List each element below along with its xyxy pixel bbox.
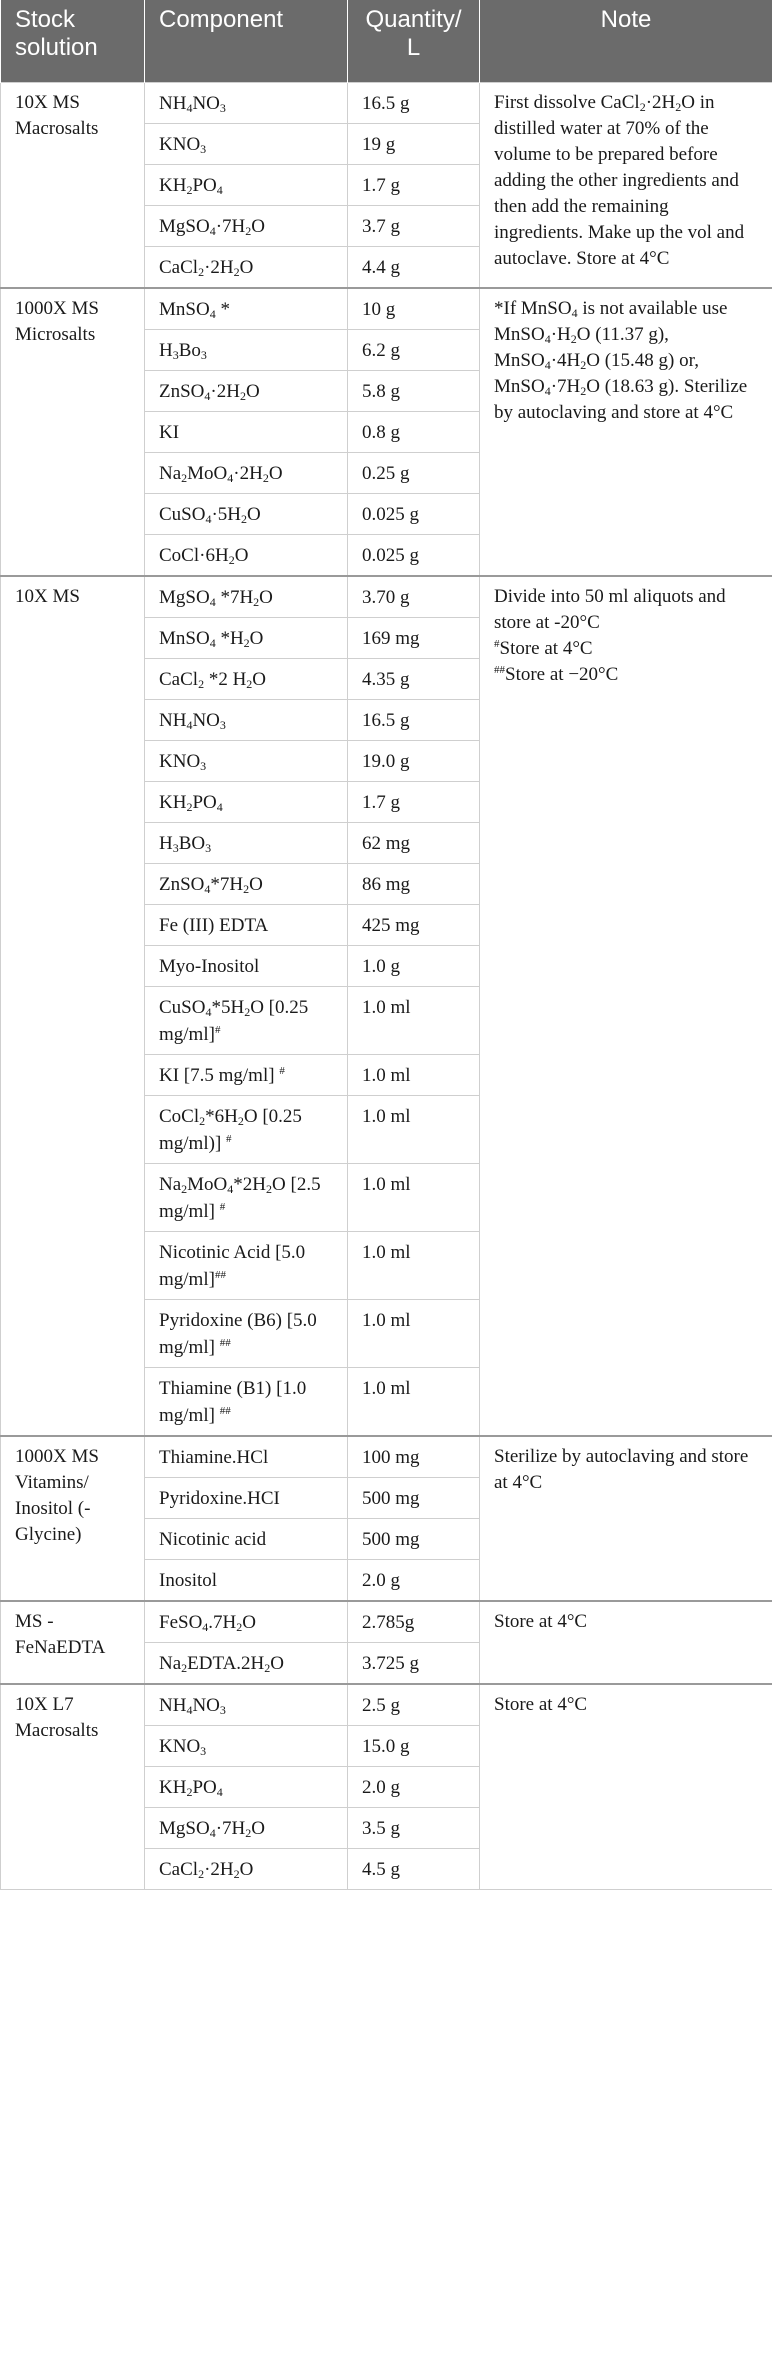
component-cell: $NH_4NO_3$ — [145, 1684, 348, 1726]
note-cell: Divide into 50 ml aliquots and store at -20°C #Store at 4°C ##Store at −20°C — [480, 576, 772, 1436]
header-component: Component — [145, 0, 348, 82]
stock-solution-cell: 1000X MS Vitamins/ Inositol (-Glycine) — [1, 1436, 145, 1601]
quantity-cell: 2.0 g — [348, 1766, 480, 1807]
component-cell: Nicotinic acid — [145, 1518, 348, 1559]
component-cell: $KH_2PO_4$ — [145, 164, 348, 205]
quantity-cell: 1.0 g — [348, 945, 480, 986]
stock-solution-cell: 10X MS Macrosalts — [1, 82, 145, 288]
table-row — [1, 288, 772, 330]
component-cell: $CuSO_4\cdot 5H_2O$ — [145, 493, 348, 534]
quantity-cell: 3.7 g — [348, 205, 480, 246]
table-row — [1, 1684, 772, 1726]
table-row — [1, 1601, 772, 1643]
component-cell: $FeSO_4.7H_2O$ — [145, 1601, 348, 1643]
table-header — [1, 0, 772, 82]
component-cell: $H_3Bo_3$ — [145, 329, 348, 370]
quantity-cell: 1.0 ml — [348, 1299, 480, 1367]
component-cell: $ZnSO_4*7H_2O$ — [145, 863, 348, 904]
stock-solution-cell: 10X L7 Macrosalts — [1, 1684, 145, 1890]
component-cell: $Na_2MoO_4*2H_2O$ [2.5 mg/ml] # — [145, 1163, 348, 1231]
quantity-cell: 0.025 g — [348, 493, 480, 534]
quantity-cell: 1.7 g — [348, 164, 480, 205]
component-cell: $CoCl\cdot 6H_2O$ — [145, 534, 348, 576]
quantity-cell: 4.5 g — [348, 1848, 480, 1889]
quantity-cell: 500 mg — [348, 1518, 480, 1559]
component-cell: Myo-Inositol — [145, 945, 348, 986]
quantity-cell: 1.0 ml — [348, 1163, 480, 1231]
header-note: Note — [480, 0, 772, 82]
header-row — [1, 0, 772, 82]
quantity-cell: 16.5 g — [348, 699, 480, 740]
note-cell: First dissolve $CaCl_2\cdot 2H_2O$ in distilled water at 70% of the volume to be prepared before adding the other ingredients and then add the remaining ingredients. Make up the vol and autoclave. Store at 4°C — [480, 82, 772, 288]
quantity-cell: 2.0 g — [348, 1559, 480, 1601]
stock-solution-cell: 10X MS — [1, 576, 145, 1436]
quantity-cell: 1.0 ml — [348, 1095, 480, 1163]
stock-solution-cell: 1000X MS Microsalts — [1, 288, 145, 576]
quantity-cell: 0.25 g — [348, 452, 480, 493]
component-cell: $KH_2PO_4$ — [145, 1766, 348, 1807]
component-cell: Nicotinic Acid [5.0 mg/ml]## — [145, 1231, 348, 1299]
table-row — [1, 576, 772, 618]
header-quantity: Quantity/ L — [348, 0, 480, 82]
component-cell: MgSO$_4$ $*7H_2O$ — [145, 576, 348, 618]
quantity-cell: 10 g — [348, 288, 480, 330]
component-cell: $MgSO_4\cdot 7H_2O$ — [145, 1807, 348, 1848]
note-cell: Store at 4°C — [480, 1684, 772, 1890]
note-cell: Store at 4°C — [480, 1601, 772, 1684]
quantity-cell: 3.5 g — [348, 1807, 480, 1848]
component-cell: $Na_2EDTA.2H_2O$ — [145, 1642, 348, 1684]
table-body — [1, 82, 772, 1889]
quantity-cell: 0.025 g — [348, 534, 480, 576]
component-cell: $H_3BO_3$ — [145, 822, 348, 863]
component-cell: $ZnSO_4\cdot 2H_2O$ — [145, 370, 348, 411]
quantity-cell: 4.4 g — [348, 246, 480, 288]
quantity-cell: 425 mg — [348, 904, 480, 945]
quantity-cell: 1.0 ml — [348, 986, 480, 1054]
component-cell: $CaCl_2\cdot 2H_2O$ — [145, 246, 348, 288]
component-cell: $Na_2MoO_4\cdot 2H_2O$ — [145, 452, 348, 493]
quantity-cell: 1.7 g — [348, 781, 480, 822]
component-cell: $NH_4NO_3$ — [145, 82, 348, 123]
component-cell: MnSO$_4$ * — [145, 288, 348, 330]
component-cell: Pyridoxine (B6) [5.0 mg/ml] ## — [145, 1299, 348, 1367]
quantity-cell: 2.785g — [348, 1601, 480, 1643]
stock-solution-cell: MS - FeNaEDTA — [1, 1601, 145, 1684]
quantity-cell: 1.0 ml — [348, 1231, 480, 1299]
note-cell: Sterilize by autoclaving and store at 4°C — [480, 1436, 772, 1601]
component-cell: Pyridoxine.HCI — [145, 1477, 348, 1518]
component-cell: KI [7.5 mg/ml] # — [145, 1054, 348, 1095]
component-cell: $KNO_3$ — [145, 1725, 348, 1766]
component-cell: $KH_2PO_4$ — [145, 781, 348, 822]
quantity-cell: 5.8 g — [348, 370, 480, 411]
quantity-cell: 62 mg — [348, 822, 480, 863]
component-cell: $MgSO_4\cdot 7H_2O$ — [145, 205, 348, 246]
quantity-cell: 500 mg — [348, 1477, 480, 1518]
quantity-cell: 1.0 ml — [348, 1054, 480, 1095]
quantity-cell: 2.5 g — [348, 1684, 480, 1726]
quantity-cell: 3.725 g — [348, 1642, 480, 1684]
quantity-cell: 19.0 g — [348, 740, 480, 781]
quantity-cell: 3.70 g — [348, 576, 480, 618]
component-cell: $CuSO_4*5H_2O$ [0.25 mg/ml]# — [145, 986, 348, 1054]
quantity-cell: 15.0 g — [348, 1725, 480, 1766]
component-cell: $CaCl_2\cdot 2H_2O$ — [145, 1848, 348, 1889]
component-cell: Inositol — [145, 1559, 348, 1601]
table-row — [1, 82, 772, 123]
note-cell: *If MnSO$_4$ is not available use $MnSO_4\cdot H_2O$ (11.37 g), $MnSO_4\cdot 4H_2O$ (15.48 g) or, $MnSO_4\cdot 7H_2O$ (18.63 g). Sterilize by autoclaving and store at 4°C — [480, 288, 772, 576]
quantity-cell: 1.0 ml — [348, 1367, 480, 1436]
table-row — [1, 1436, 772, 1478]
component-cell: CaCl$_2$ *2 $H_2O$ — [145, 658, 348, 699]
component-cell: $CoCl_2*6H_2O$ [0.25 mg/ml)] # — [145, 1095, 348, 1163]
component-cell: Thiamine (B1) [1.0 mg/ml] ## — [145, 1367, 348, 1436]
component-cell: MnSO$_4$ $*H_2O$ — [145, 617, 348, 658]
header-stock-solution: Stock solution — [1, 0, 145, 82]
component-cell: Fe (III) EDTA — [145, 904, 348, 945]
quantity-cell: 4.35 g — [348, 658, 480, 699]
component-cell: KI — [145, 411, 348, 452]
quantity-cell: 16.5 g — [348, 82, 480, 123]
component-cell: $KNO_3$ — [145, 740, 348, 781]
quantity-cell: 100 mg — [348, 1436, 480, 1478]
component-cell: $KNO_3$ — [145, 123, 348, 164]
component-cell: $NH_4NO_3$ — [145, 699, 348, 740]
quantity-cell: 169 mg — [348, 617, 480, 658]
quantity-cell: 0.8 g — [348, 411, 480, 452]
quantity-cell: 86 mg — [348, 863, 480, 904]
quantity-cell: 19 g — [348, 123, 480, 164]
component-cell: Thiamine.HCl — [145, 1436, 348, 1478]
quantity-cell: 6.2 g — [348, 329, 480, 370]
